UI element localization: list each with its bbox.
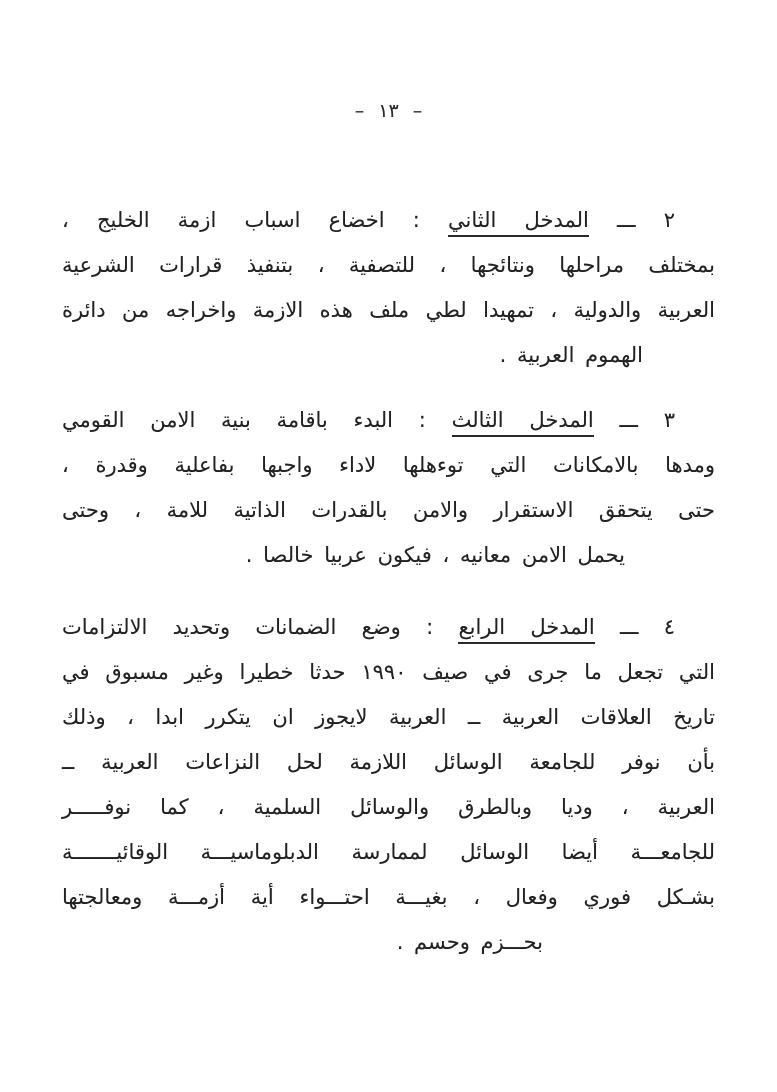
- paragraph-2-heading-line: [62, 198, 715, 243]
- body-line: التي تجعل ما جرى في صيف ١٩٩٠ حدثا خطيرا وغير مسبوق في: [62, 660, 715, 684]
- body-line: حتى يتحقق الاستقرار والامن بالقدرات الذاتية للامة ، وحتى: [62, 498, 715, 522]
- page-number: – ١٣ –: [354, 100, 423, 122]
- body-line: الهموم العربية .: [499, 343, 643, 367]
- body-line: يحمل الامن معانيه ، فيكون عربيا خالصا .: [245, 543, 625, 567]
- paragraph-3-heading-line: [62, 398, 715, 443]
- body-line: العربية والدولية ، تمهيدا لطي ملف هذه الازمة واخراجه من دائرة: [62, 298, 715, 322]
- item-number-3: ٣ ـــ: [619, 408, 675, 432]
- heading-underlined-4: المدخل الرابع: [458, 615, 594, 644]
- body-line: بأن نوفر للجامعة الوسائل اللازمة لحل النزاعات العربية ــ: [62, 750, 715, 774]
- heading-underlined-3: المدخل الثالث: [452, 408, 594, 437]
- body-line: العربية ، وديا وبالطرق والوسائل السلمية ، كما نوفـــــر: [62, 795, 715, 819]
- body-line: تاريخ العلاقات العربية ــ العربية لايجوز ان يتكرر ابدا ، وذلك: [62, 705, 715, 729]
- body-line: للجامعـــة أيضا الوسائل لممارسة الدبلوماسيـــة الوقائيـــــــة: [62, 840, 715, 864]
- heading-tail-2: : اخضاع اسباب ازمة الخليج ،: [62, 208, 420, 232]
- item-number-4: ٤ ـــ: [619, 615, 675, 639]
- body-line: بشـكل فوري وفعال ، بغيـــة احتـــواء أية أزمـــة ومعالجتها: [62, 885, 715, 909]
- paragraph-4: [62, 605, 715, 965]
- paragraph-2: [62, 198, 715, 378]
- item-number-2: ٢ ـــ: [617, 208, 675, 232]
- body-line: بمختلف مراحلها ونتائجها ، للتصفية ، بتنفيذ قرارات الشرعية: [62, 253, 715, 277]
- heading-underlined-2: المدخل الثاني: [448, 208, 589, 237]
- paragraph-3: [62, 398, 715, 578]
- heading-tail-4: : وضع الضمانات وتحديد الالتزامات: [62, 615, 434, 639]
- heading-tail-3: : البدء باقامة بنية الامن القومي: [62, 408, 426, 432]
- body-line: بحـــزم وحسم .: [396, 930, 543, 954]
- paragraph-4-heading-line: [62, 605, 715, 650]
- body-line: ومدها بالامكانات التي توءهلها لاداء واجبها بفاعلية وقدرة ،: [62, 453, 715, 477]
